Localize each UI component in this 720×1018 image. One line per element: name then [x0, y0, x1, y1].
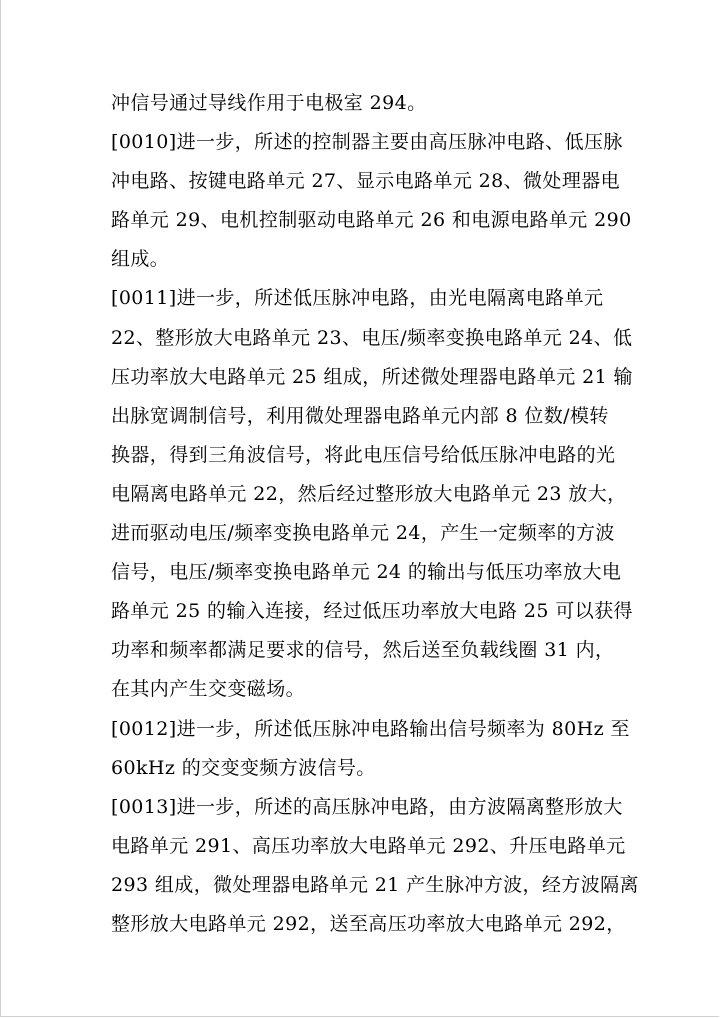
- text-line: 信号，电压/频率变换电路单元 24 的输出与低压功率放大电: [111, 561, 622, 584]
- text-line: 功率和频率都满足要求的信号，然后送至负载线圈 31 内，: [111, 639, 615, 662]
- text-line: 电路单元 291、高压功率放大电路单元 292、升压电路单元: [111, 834, 626, 857]
- text-line: 冲电路、按键电路单元 27、显示电路单元 28、微处理器电: [111, 170, 621, 193]
- text-line: 电隔离电路单元 22，然后经过整形放大电路单元 23 放大，: [111, 482, 627, 505]
- text-line: [0013]进一步，所述的高压脉冲电路，由方波隔离整形放大: [111, 795, 623, 818]
- text-line: 压功率放大电路单元 25 组成，所述微处理器电路单元 21 输: [111, 365, 633, 388]
- text-line: 组成。: [111, 248, 170, 271]
- text-line: 进而驱动电压/频率变换电路单元 24，产生一定频率的方波: [111, 522, 615, 545]
- text-line: [0010]进一步，所述的控制器主要由高压脉冲电路、低压脉: [111, 131, 623, 154]
- text-line: [0011]进一步，所述低压脉冲电路，由光电隔离电路单元: [111, 287, 604, 310]
- text-line: 整形放大电路单元 292，送至高压功率放大电路单元 292，: [111, 912, 626, 935]
- text-line: 60kHz 的交变变频方波信号。: [111, 756, 376, 779]
- text-line: 冲信号通过导线作用于电极室 294。: [111, 92, 427, 114]
- text-line: 路单元 25 的输入连接，经过低压功率放大电路 25 可以获得: [111, 600, 633, 623]
- text-line: 换器，得到三角波信号，将此电压信号给低压脉冲电路的光: [111, 443, 616, 466]
- text-line: 出脉宽调制信号，利用微处理器电路单元内部 8 位数/模转: [111, 404, 609, 427]
- text-line: 293 组成，微处理器电路单元 21 产生脉冲方波，经方波隔离: [111, 873, 639, 896]
- text-line: 22、整形放大电路单元 23、电压/频率变换电路单元 24、低: [111, 326, 633, 349]
- text-line: 路单元 29、电机控制驱动电路单元 26 和电源电路单元 290: [111, 209, 632, 232]
- document-body: [111, 84, 639, 944]
- text-line: 在其内产生交变磁场。: [111, 678, 306, 701]
- text-line: [0012]进一步，所述低压脉冲电路输出信号频率为 80Hz 至: [111, 717, 630, 740]
